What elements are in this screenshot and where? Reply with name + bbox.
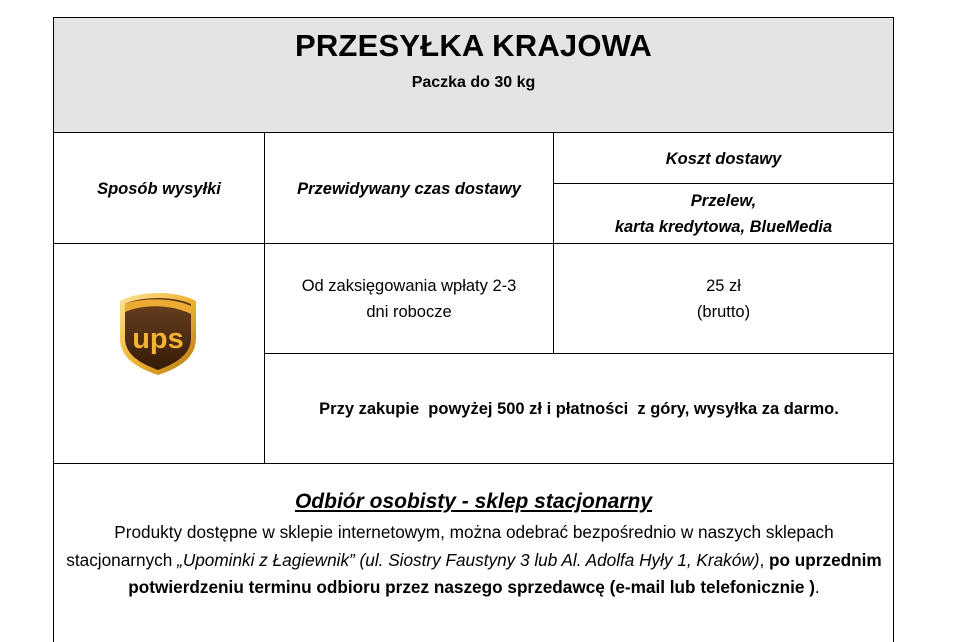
pickup-title: Odbiór osobisty - sklep stacjonarny: [294, 490, 653, 513]
pickup-text-end: .: [814, 577, 820, 597]
page-subtitle: Paczka do 30 kg: [411, 74, 536, 91]
column-header-cost: Koszt dostawy: [665, 150, 782, 168]
delivery-time-line1: Od zaksięgowania wpłaty 2-3: [301, 277, 517, 295]
column-header-method: Sposób wysyłki: [97, 180, 221, 198]
pickup-description: [60, 519, 888, 602]
rule-below-header: [53, 132, 894, 133]
delivery-time-line2: dni robocze: [366, 303, 452, 321]
pickup-text-intro: Produkty dostępne w sklepie internetowym, można odebrać bezpośrednio w naszych sklepach stacjonarnych: [66, 522, 834, 570]
delivery-time: [265, 273, 553, 325]
payment-methods-line1: Przelew,: [690, 192, 757, 210]
column-header-time: Przewidywany czas dostawy: [297, 180, 521, 198]
ups-logo: [119, 292, 197, 376]
pickup-confirmation-note: po uprzednim potwierdzeniu terminu odbioru przez naszego sprzedawcę (e-mail lub telefonicznie ): [128, 549, 882, 597]
pickup-text-separator: ,: [759, 549, 770, 570]
pickup-store-address: „Upominki z Łagiewnik” (ul. Siostry Faustyny 3 lub Al. Adolfa Hyły 1, Kraków): [177, 549, 760, 570]
price-note: (brutto): [696, 303, 751, 321]
payment-methods: [554, 188, 893, 240]
delivery-price: [554, 273, 893, 325]
rule-above-pickup: [53, 463, 894, 464]
rule-cost-subheader: [553, 183, 894, 184]
payment-methods-line2: karta kredytowa, BlueMedia: [614, 218, 833, 236]
free-shipping-note: Przy zakupie powyżej 500 zł i płatności z góry, wysyłka za darmo.: [319, 400, 839, 418]
rule-below-column-headers: [53, 243, 894, 244]
rule-above-free-shipping: [264, 353, 894, 354]
ups-logo-text: ups: [132, 323, 184, 355]
price-value: 25 zł: [706, 277, 741, 295]
page-title: PRZESYŁKA KRAJOWA: [294, 28, 653, 63]
